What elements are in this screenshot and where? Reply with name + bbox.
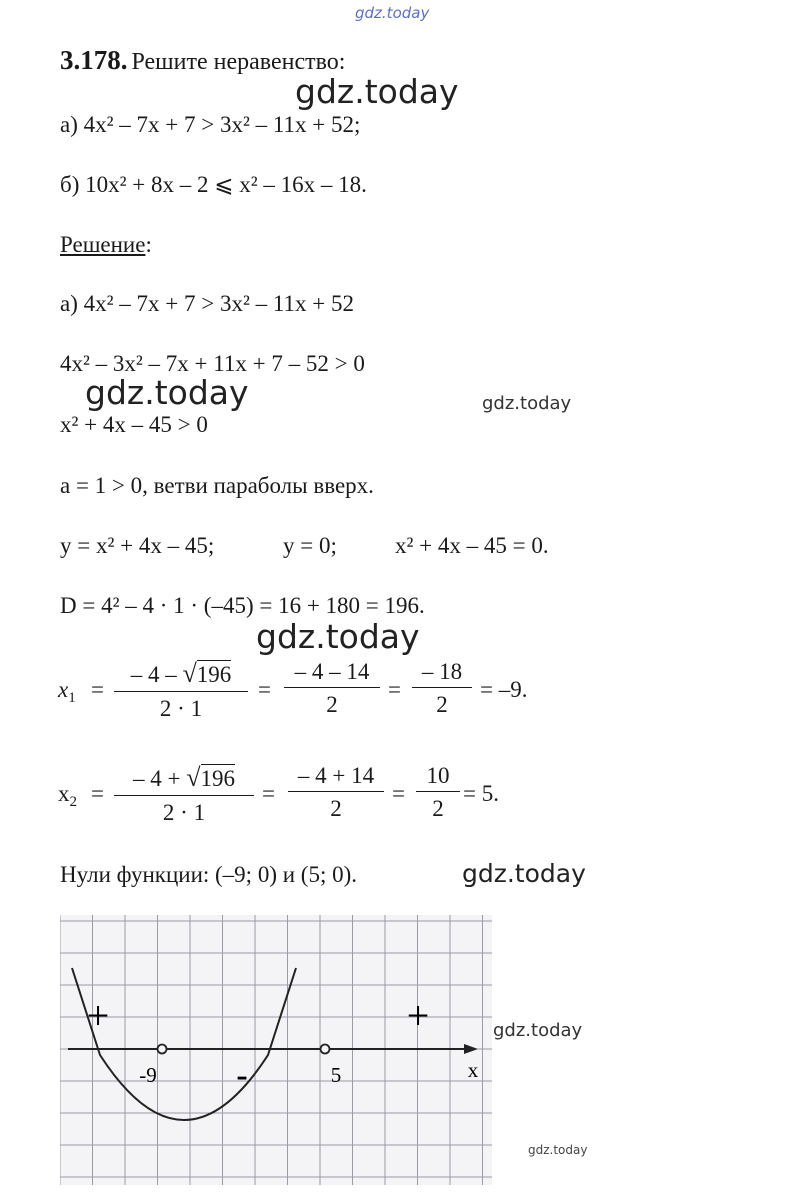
- x1-result: = –9.: [480, 677, 528, 702]
- equals-sign: =: [91, 781, 104, 806]
- watermark: gdz.today: [85, 373, 249, 412]
- inequality-b: 10x² + 8x – 2 ⩽ x² – 16x – 18.: [85, 172, 367, 197]
- part-label: б): [60, 172, 80, 197]
- plus-sign-right: +: [406, 993, 430, 1038]
- watermark: gdz.today: [482, 393, 572, 414]
- problem-statement: Решите неравенство:: [131, 49, 346, 75]
- x2-fraction-2: – 4 + 14 2: [288, 763, 384, 822]
- equals-sign: =: [258, 677, 271, 702]
- x2-fraction-1: – 4 + √196 2 · 1: [114, 763, 254, 826]
- inequality-a: 4x² – 7x + 7 > 3x² – 11x + 52;: [83, 112, 361, 137]
- plus-sign-left: +: [86, 993, 110, 1038]
- problem-part-a: [60, 112, 360, 138]
- equals-sign: =: [388, 677, 401, 702]
- solution-step-1: 4x² – 3x² – 7x + 11x + 7 – 52 > 0: [60, 351, 365, 376]
- minus-sign: -: [236, 1057, 248, 1094]
- x1-fraction-2: – 4 – 14 2: [284, 659, 380, 718]
- x1-fraction-1: – 4 – √196 2 · 1: [114, 659, 248, 722]
- solution-step-2: x² + 4x – 45 > 0: [60, 412, 208, 437]
- axis-label-x: x: [467, 1058, 479, 1082]
- watermark: gdz.today: [493, 1020, 583, 1041]
- solution-step-3: a = 1 > 0, ветви параболы вверх.: [60, 473, 374, 498]
- x2-result: = 5.: [463, 781, 499, 806]
- solution-part-a: а) 4x² – 7x + 7 > 3x² – 11x + 52: [60, 291, 354, 316]
- watermark: gdz.today: [462, 859, 586, 888]
- solution-step-4c: x² + 4x – 45 = 0.: [395, 533, 549, 558]
- discriminant: D = 4² – 4 · 1 · (–45) = 16 + 180 = 196.: [60, 593, 425, 618]
- parabola-graph: [60, 915, 492, 1185]
- root-label-left: -9: [139, 1063, 157, 1087]
- x2-fraction-3: 10 2: [416, 763, 460, 822]
- watermark-top: gdz.today: [355, 4, 430, 22]
- x1-label: $x_1$: [58, 677, 76, 706]
- part-label: а): [60, 112, 78, 137]
- equals-sign: =: [91, 677, 104, 702]
- function-zeros: Нули функции: (–9; 0) и (5; 0).: [60, 862, 357, 887]
- watermark: gdz.today: [256, 617, 420, 656]
- problem-title: [60, 45, 345, 76]
- problem-part-b: [60, 172, 367, 198]
- solution-step-4a: y = x² + 4x – 45;: [60, 533, 215, 558]
- root-point-right: [321, 1045, 330, 1054]
- root-label-right: 5: [330, 1063, 342, 1087]
- root-point-left: [158, 1045, 167, 1054]
- solution-step-4b: y = 0;: [283, 533, 337, 558]
- problem-number: 3.178.: [60, 45, 128, 75]
- watermark: gdz.today: [295, 72, 459, 111]
- x1-fraction-3: – 18 2: [412, 659, 472, 718]
- equals-sign: =: [262, 781, 275, 806]
- watermark: gdz.today: [528, 1143, 588, 1157]
- x2-label: $x_2$: [58, 781, 77, 810]
- equals-sign: =: [392, 781, 405, 806]
- solution-heading: Решение:: [60, 232, 152, 257]
